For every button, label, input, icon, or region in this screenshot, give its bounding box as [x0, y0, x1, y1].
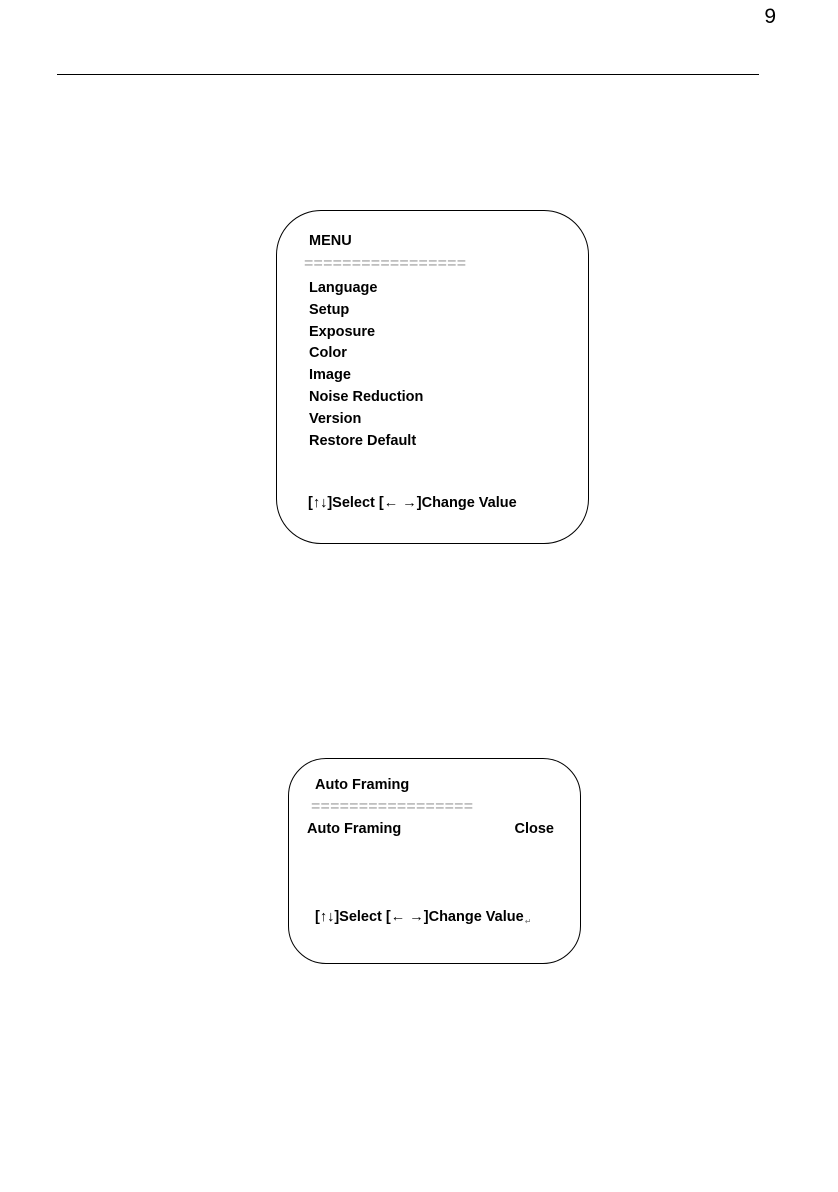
- auto-framing-title: Auto Framing: [315, 777, 410, 793]
- auto-framing-hint-text: [↑↓]Select [← →]Change Value: [315, 909, 524, 925]
- menu-osd-panel: [276, 210, 589, 544]
- menu-item-setup[interactable]: Setup: [309, 301, 350, 318]
- auto-framing-navigation-hint: [315, 909, 531, 930]
- menu-item-noise-reduction[interactable]: Noise Reduction: [309, 388, 424, 405]
- menu-separator: =================: [304, 258, 467, 270]
- auto-framing-separator: =================: [311, 801, 474, 813]
- auto-framing-osd-panel: [288, 758, 581, 964]
- menu-item-version[interactable]: Version: [309, 410, 362, 427]
- menu-title: MENU: [309, 233, 352, 249]
- menu-item-restore-default[interactable]: Restore Default: [309, 432, 417, 449]
- menu-item-color[interactable]: Color: [309, 345, 347, 362]
- menu-item-list: [309, 278, 423, 452]
- auto-framing-option-label[interactable]: Auto Framing: [307, 821, 402, 837]
- page-number: 9: [764, 5, 776, 28]
- menu-item-exposure[interactable]: Exposure: [309, 323, 376, 340]
- menu-item-image[interactable]: Image: [309, 367, 351, 384]
- header-rule: [57, 74, 759, 75]
- menu-navigation-hint: [↑↓]Select [← →]Change Value: [308, 495, 517, 511]
- auto-framing-option-value[interactable]: Close: [514, 821, 554, 837]
- return-mark-icon: ↵: [524, 917, 532, 926]
- menu-item-language[interactable]: Language: [309, 280, 378, 296]
